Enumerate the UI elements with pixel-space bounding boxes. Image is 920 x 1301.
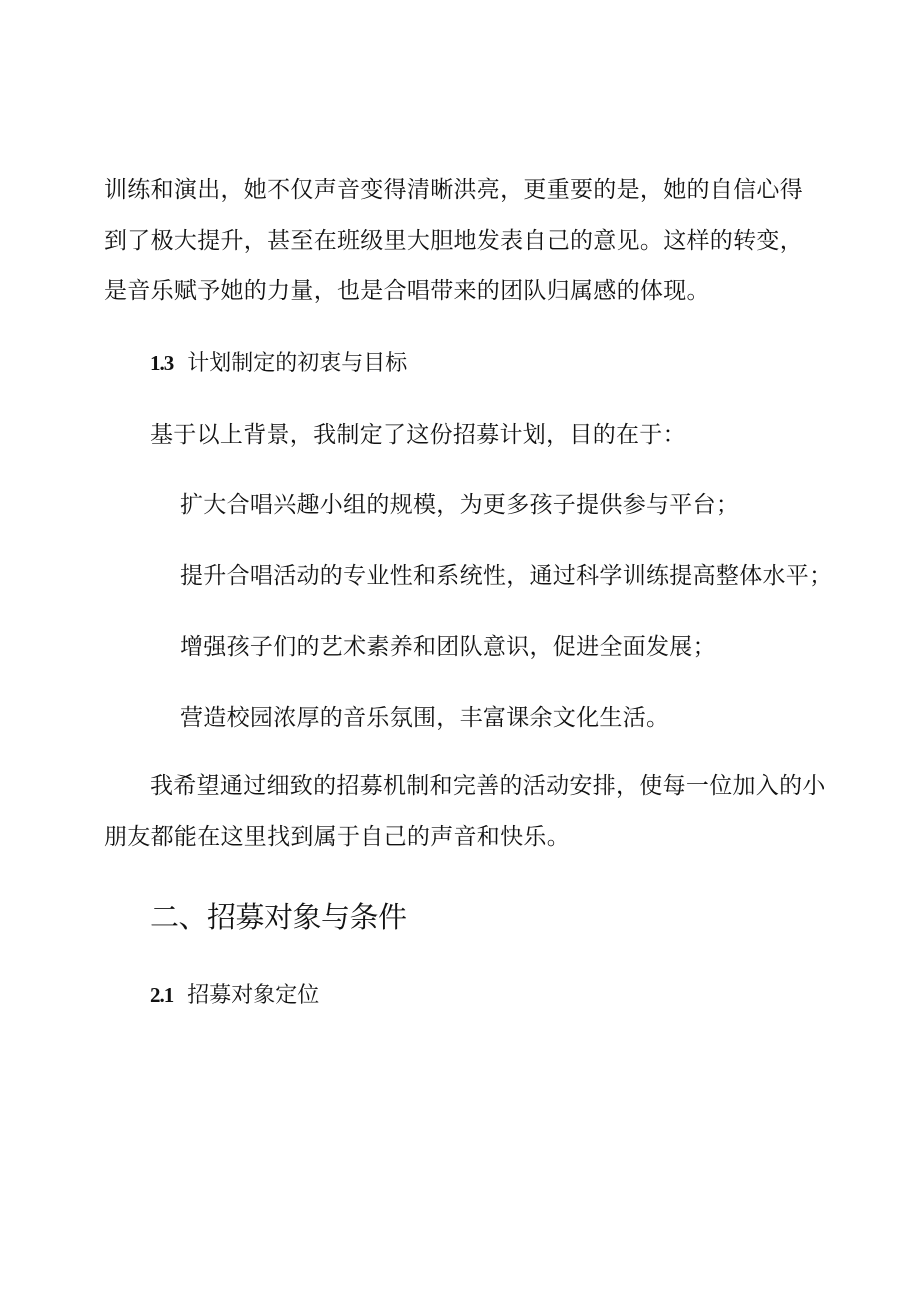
section-title: 计划制定的初衷与目标 xyxy=(187,351,408,376)
paragraph-line: 是音乐赋予她的力量，也是合唱带来的团队归属感的体现。 xyxy=(104,278,710,304)
paragraph-line: 训练和演出，她不仅声音变得清晰洪亮，更重要的是，她的自信心得 xyxy=(104,177,803,203)
goal-item: 增强孩子们的艺术素养和团队意识，促进全面发展； xyxy=(180,634,716,660)
goal-item: 扩大合唱兴趣小组的规模，为更多孩子提供参与平台； xyxy=(180,492,740,518)
paragraph-line: 我希望通过细致的招募机制和完善的活动安排，使每一位加入的小 xyxy=(150,773,826,799)
section-heading-2-1 xyxy=(150,980,319,1011)
chapter-heading: 二、招募对象与条件 xyxy=(150,900,407,934)
paragraph-line: 到了极大提升，甚至在班级里大胆地发表自己的意见。这样的转变， xyxy=(104,228,803,254)
goal-item: 提升合唱活动的专业性和系统性，通过科学训练提高整体水平； xyxy=(180,563,833,589)
intro-paragraph: 基于以上背景，我制定了这份招募计划，目的在于： xyxy=(150,422,686,448)
section-title: 招募对象定位 xyxy=(187,983,320,1008)
paragraph-line: 朋友都能在这里找到属于自己的声音和快乐。 xyxy=(104,824,570,850)
section-heading-1-3 xyxy=(150,348,407,379)
goal-item: 营造校园浓厚的音乐氛围，丰富课余文化生活。 xyxy=(180,705,670,731)
section-number: 2.1 xyxy=(150,983,174,1007)
section-number: 1.3 xyxy=(150,351,174,375)
